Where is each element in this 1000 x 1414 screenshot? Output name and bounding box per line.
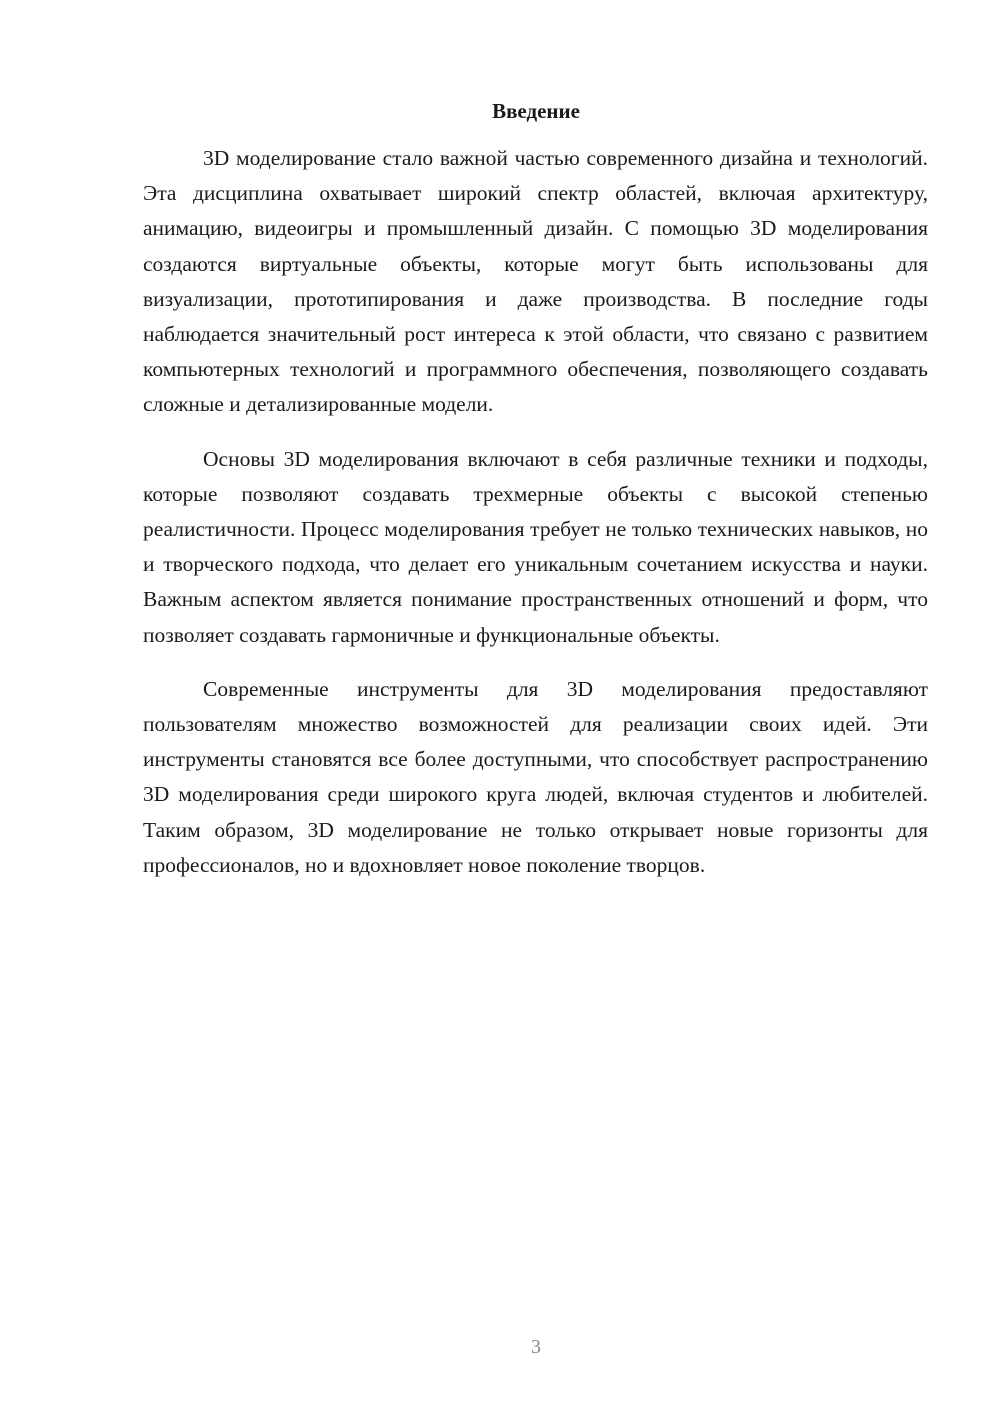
paragraph-2: Основы 3D моделирования включают в себя различные техники и подходы, которые позволяют создавать трехмерные объекты с высокой степенью реалистичности. Процесс моделирования требует не только технических навыков, но и творческого подхода, что делает его уникальным сочетанием искусства и науки. Важным аспектом является понимание пространственных отношений и форм, что позволяет создавать гармоничные и функциональные объекты. xyxy=(143,446,928,647)
page-number: 3 xyxy=(531,1336,541,1358)
paragraph-1: 3D моделирование стало важной частью современного дизайна и технологий. Эта дисциплина охватывает широкий спектр областей, включая архитектуру, анимацию, видеоигры и промышленный дизайн. С помощью 3D моделирования создаются виртуальные объекты, которые могут быть использованы для визуализации, прототипирования и даже производства. В последние годы наблюдается значительный рост интереса к этой области, что связано с развитием компьютерных технологий и программного обеспечения, позволяющего создавать сложные и детализированные модели. xyxy=(143,146,928,417)
paragraph-3: Современные инструменты для 3D моделирования предоставляют пользователям множество возможностей для реализации своих идей. Эти инструменты становятся все более доступными, что способствует распространению 3D моделирования среди широкого круга людей, включая студентов и любителей. Таким образом, 3D моделирование не только открывает новые горизонты для профессионалов, но и вдохновляет новое поколение творцов. xyxy=(143,676,928,877)
body-text xyxy=(143,141,928,902)
section-title: Введение xyxy=(492,99,580,123)
